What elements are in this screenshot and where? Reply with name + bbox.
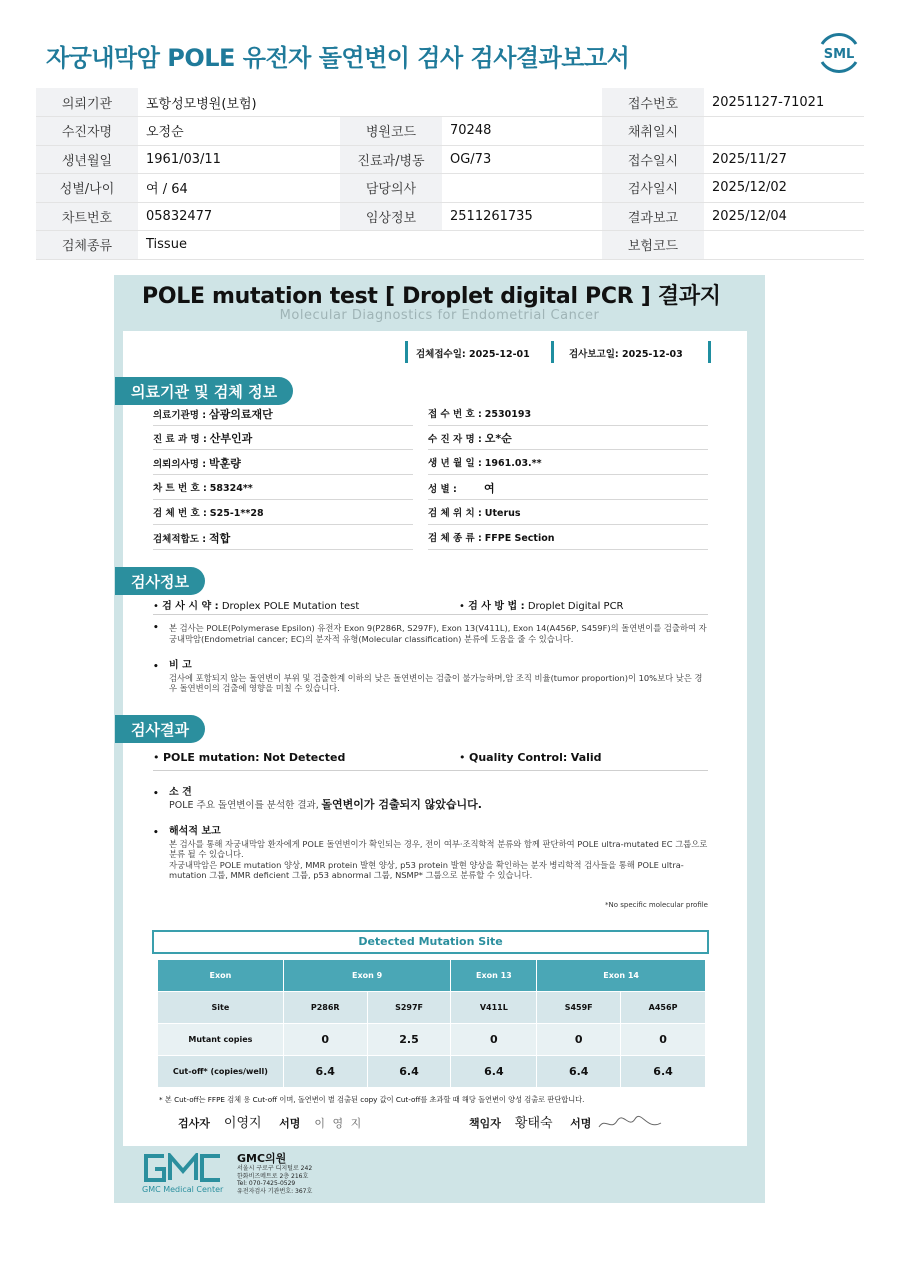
field-adequacy: 검체적합도 : 적합 — [153, 530, 413, 550]
mutation-table — [157, 959, 706, 1088]
test-note: 비 고 검사에 포함되지 않는 돌연변이 부위 및 검출한계 이하의 낮은 돌연변이는 검출이 불가능하며,암 조직 비율(tumor proportion)이 10%보다 낮은 경우 돌연변이의 검출에 영향을 미칠 수 있습니다. — [169, 660, 703, 693]
sex-age-value: 여 / 64 — [138, 174, 340, 203]
insurance-value — [704, 231, 864, 260]
collect-date-label: 채취일시 — [602, 117, 704, 146]
receipt-no-value: 20251127-71021 — [704, 88, 864, 117]
field-department: 진 료 과 명 : 산부인과 — [153, 430, 413, 450]
interpretation: 해석적 보고 본 검사를 통해 자궁내막암 환자에게 POLE 돌연변이가 확인되는 경우, 전이 여부·조직학적 분류와 함께 판단하여 POLE ultra-mutated EC 그룹으로 분류 될 수 있습니다. 자궁내막암은 POLE mutation 양상, MMR protein 발현 양상, p53 protein 발현 양상을 확인하는 분자 병리학적 검사들을 통해 POLE ultra-mutation 그룹, MMR deficient 그룹, p53 abnormal 그룹, NSMP* 그룹으로 분류할 수 있습니다. — [169, 826, 708, 880]
section-test-results: 검사결과 — [115, 715, 205, 743]
doctor-value — [442, 174, 602, 203]
report-date-value: 2025/12/04 — [704, 202, 864, 231]
insurance-label: 보험코드 — [602, 231, 704, 260]
chart-value: 05832477 — [138, 202, 340, 231]
sex-age-label: 성별/나이 — [36, 174, 138, 203]
mutation-table-title: Detected Mutation Site — [152, 930, 709, 954]
test-date-label: 검사일시 — [602, 174, 704, 203]
scan-report-date: 검사보고일: 2025-12-03 — [569, 349, 683, 360]
table-row: Site P286R S297F V411L S459F A456P — [158, 992, 706, 1024]
gmc-center-name: GMC Medical Center — [142, 1185, 224, 1194]
gmc-name: GMC의원 — [237, 1152, 287, 1165]
sml-logo — [814, 30, 864, 76]
scan-receipt-date: 검체접수일: 2025-12-01 — [416, 349, 530, 360]
field-doctor: 의뢰의사명 : 박훈량 — [153, 455, 413, 475]
test-description: 본 검사는 POLE(Polymerase Epsilon) 유전자 Exon 9(P286R, S297F), Exon 13(V411L), Exon 14(A456P, S459F)의 돌연변이를 검출하여 자궁내막암(Endometrial cancer; EC)의 분자적 유형(Molecular classification) 분류에 도움을 줄 수 있습니다. — [169, 623, 707, 644]
dept-value: OG/73 — [442, 145, 602, 174]
chart-label: 차트번호 — [36, 202, 138, 231]
receipt-date-value: 2025/11/27 — [704, 145, 864, 174]
nsmp-note: *No specific molecular profile — [604, 901, 708, 909]
chief-signature: 책임자 황태숙 서명 — [469, 1112, 665, 1135]
report-date-label: 결과보고 — [602, 202, 704, 231]
req-inst-label: 의뢰기관 — [36, 88, 138, 117]
hosp-code-label: 병원코드 — [340, 117, 442, 146]
patient-label: 수진자명 — [36, 117, 138, 146]
report-sheet: 검체접수일: 2025-12-01 검사보고일: 2025-12-03 의료기관 및 검체 정보 의료기관명 : 삼광의료재단 접 수 번 호 : 2530193 진 료 과 명 : 산부인과 수 진 자 명 : 오*순 의뢰의사명 : 박훈량 생 년 월 일 : 1961.03.** 차 트 번 호 : 58324** 성 별 : 여 검 체 번 호 : S25-1**28 검 체 위 치 : Uterus 검체적합도 : 적합 검 체 종 류 : FFPE Section 검사정보 • 검 사 시 약 : Droplex POLE Mutation test • 검 사 방 법 : Droplet Digital PCR • 본 검사는 POLE(Polymerase Epsilon) 유전자 Exon 9(P286R, S297F), Exon 13(V411L), Exon 14(A456P, S459F)의 돌연변이를 검출하여 자궁내막암(Endometrial cancer; EC)의 분자적 유형(Molecular classification) 분류에 도움을 줄 수 있습니다. • 비 고 검사에 포함되지 않는 돌연변이 부위 및 검출한계 이하의 낮은 돌연변이는 검출이 불가능하며,암 조직 비율(tumor proportion)이 10%보다 낮은 경우 돌연변이의 검출에 영향을 미칠 수 있습니다. 검사결과 • POLE mutation: Not Detected • Quality Control: Valid • 소 견 POLE 주요 돌연변이를 분석한 결과, 돌연변이가 검출되지 않았습니다. • 해석적 보고 본 검사를 통해 자궁내막암 환자에게 POLE 돌연변이가 확인되는 경우, 전이 여부·조직학적 분류와 함께 판단하여 POLE ultra-mutated EC 그룹으로 분류 될 수 있습니다. 자궁내막암은 POLE mutation 양상, MMR protein 발현 양상, p53 protein 발현 양상을 확인하는 분자 병리학적 검사들을 통해 POLE ultra-mutation 그룹, MMR deficient 그룹, p53 abnormal 그룹, NSMP* 그룹으로 분류할 수 있습니다. *No specific molecular profile Detected Mutation Site Exon Exon 9 Exon 13 Exon 14 Site P286R S297F V411L S459F A456P Mutant copies 0 2.5 0 0 0 Cut-off* (copies/well) 6.4 6.4 6.4 6.4 6.4 * 본 Cut-off는 FFPE 검체 용 Cut-off 이며, 돌연변이 별 검출된 copy 값이 Cut-off를 초과할 때 해당 돌연변이 양성 검출로 판단합니다. 검사자 이영지 서명 이 영 지 책임자 황태숙 서명 — [123, 331, 747, 1146]
table-row: Exon Exon 9 Exon 13 Exon 14 — [158, 960, 706, 992]
patient-value: 오정순 — [138, 117, 340, 146]
clinical-value: 2511261735 — [442, 202, 602, 231]
dob-label: 생년월일 — [36, 145, 138, 174]
test-date-value: 2025/12/02 — [704, 174, 864, 203]
scan-subtitle: Molecular Diagnostics for Endometrial Cancer — [279, 308, 600, 323]
cutoff-footnote: * 본 Cut-off는 FFPE 검체 용 Cut-off 이며, 돌연변이 별 검출된 copy 값이 Cut-off를 초과할 때 해당 돌연변이 양성 검출로 판단합니다. — [159, 1095, 585, 1104]
scan-title: POLE mutation test [ Droplet digital PCR ] 결과지 — [142, 284, 721, 309]
gmc-address: 서울시 구로구 디지털로 242 한화비즈메트로 2층 216호 Tel: 070-7425-0529 유전자검사 기관번호: 367호 — [237, 1165, 313, 1195]
field-dob: 생 년 월 일 : 1961.03.** — [428, 455, 708, 475]
field-patient: 수 진 자 명 : 오*순 — [428, 430, 708, 450]
finding: 소 견 POLE 주요 돌연변이를 분석한 결과, 돌연변이가 검출되지 않았습니다. — [169, 787, 482, 811]
section-test-info: 검사정보 — [115, 567, 205, 595]
receipt-no-label: 접수번호 — [602, 88, 704, 117]
dob-value: 1961/03/11 — [138, 145, 340, 174]
gmc-footer — [142, 1147, 342, 1199]
page-title: 자궁내막암 POLE 유전자 돌연변이 검사 검사결과보고서 — [46, 44, 630, 72]
field-specimen-no: 검 체 번 호 : S25-1**28 — [153, 505, 413, 525]
dept-label: 진료과/병동 — [340, 145, 442, 174]
section-institution-specimen: 의료기관 및 검체 정보 — [115, 377, 293, 405]
hosp-code-value: 70248 — [442, 117, 602, 146]
field-sex: 성 별 : 여 — [428, 480, 708, 500]
gmc-logo — [142, 1153, 224, 1183]
specimen-value: Tissue — [138, 231, 602, 260]
scanned-report-image — [114, 275, 765, 1203]
table-row: Cut-off* (copies/well) 6.4 6.4 6.4 6.4 6.4 — [158, 1056, 706, 1088]
clinical-label: 임상정보 — [340, 202, 442, 231]
tester-signature: 검사자 이영지 서명 이 영 지 — [178, 1116, 364, 1131]
field-specimen-site: 검 체 위 치 : Uterus — [428, 505, 708, 525]
test-reagent-method-row: • 검 사 시 약 : Droplex POLE Mutation test • 검 사 방 법 : Droplet Digital PCR — [153, 597, 708, 615]
patient-info-table — [36, 88, 864, 260]
handwritten-signature — [595, 1113, 665, 1135]
specimen-label: 검체종류 — [36, 231, 138, 260]
field-institution: 의료기관명 : 삼광의료재단 — [153, 406, 413, 426]
pole-mutation-result: Not Detected — [263, 751, 346, 764]
field-chart: 차 트 번 호 : 58324** — [153, 480, 413, 500]
svg-text:SML: SML — [823, 47, 855, 62]
field-receipt-no: 접 수 번 호 : 2530193 — [428, 406, 708, 426]
table-row: Mutant copies 0 2.5 0 0 0 — [158, 1024, 706, 1056]
result-row: • POLE mutation: Not Detected • Quality Control: Valid — [153, 751, 708, 771]
req-inst-value: 포항성모병원(보험) — [138, 88, 602, 117]
field-specimen-type: 검 체 종 류 : FFPE Section — [428, 530, 708, 550]
qc-result: Valid — [570, 751, 602, 764]
doctor-label: 담당의사 — [340, 174, 442, 203]
receipt-date-label: 접수일시 — [602, 145, 704, 174]
collect-date-value — [704, 117, 864, 146]
